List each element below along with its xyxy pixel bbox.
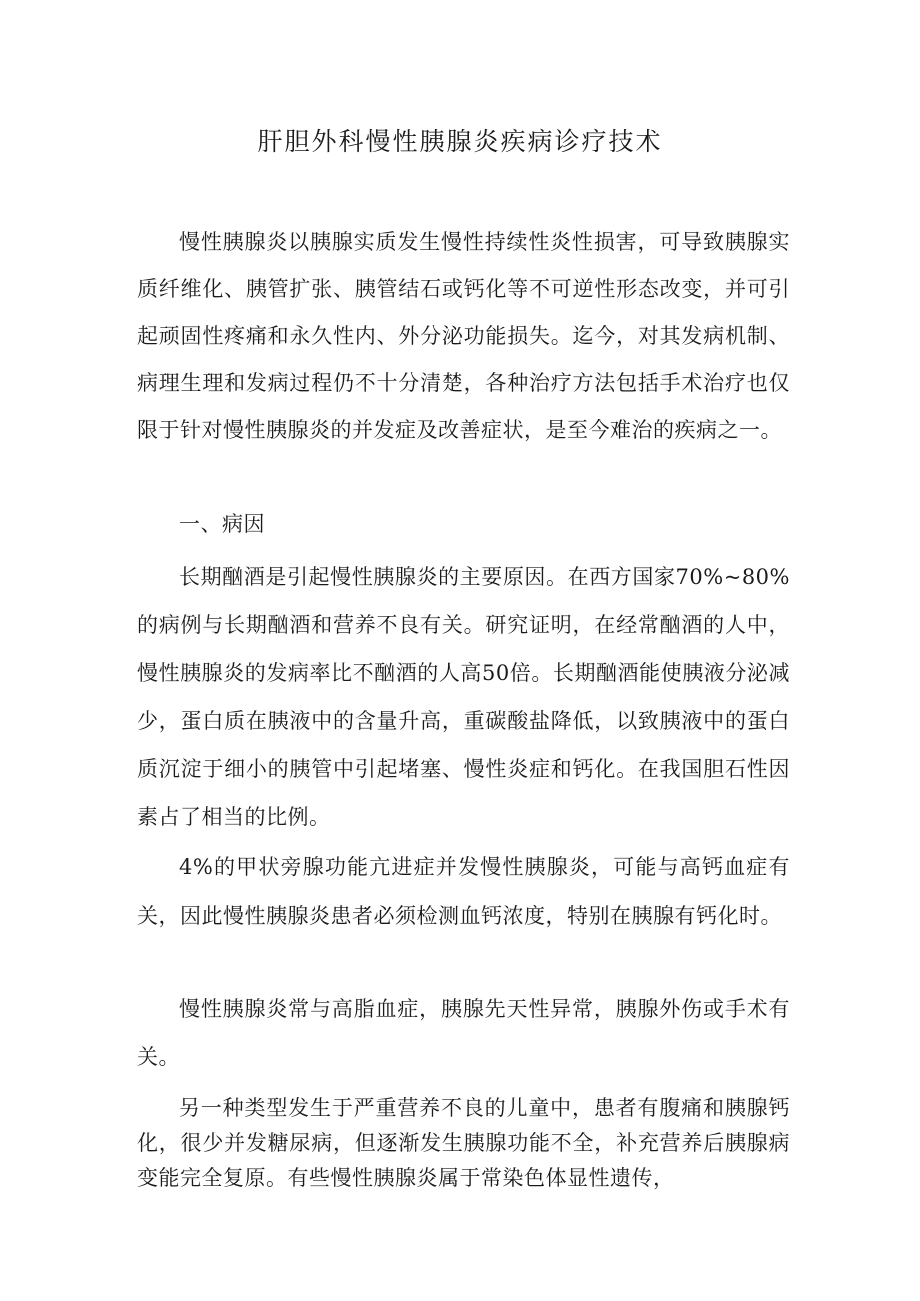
paragraph-hyperlipidemia: 慢性胰腺炎常与高脂血症，胰腺先天性异常，胰腺外伤或手术有关。 [137,997,790,1069]
section-heading-etiology: 一、病因 [179,512,265,536]
document-title: 肝胆外科慢性胰腺炎疾病诊疗技术 [257,127,663,156]
paragraph-overview: 慢性胰腺炎以胰腺实质发生慢性持续性炎性损害，可导致胰腺实质纤维化、胰管扩张、胰管结石或钙化等不可逆性形态改变，并可引起顽固性疼痛和永久性内、外分泌功能损失。迄今，对其发病机制、病理生理和发病过程仍不十分清楚，各种治疗方法包括手术治疗也仅限于针对慢性胰腺炎的并发症及改善症状，是至今难治的疾病之一。 [137,230,790,442]
paragraph-malnutrition: 另一种类型发生于严重营养不良的儿童中，患者有腹痛和胰腺钙化，很少并发糖尿病，但逐渐发生胰腺功能不全，补充营养后胰腺病变能完全复原。有些慢性胰腺炎属于常染色体显性遗传， [137,1096,790,1190]
paragraph-alcohol: 长期酗酒是引起慢性胰腺炎的主要原因。在西方国家70%~80%的病例与长期酗酒和营养不良有关。研究证明，在经常酗酒的人中，慢性胰腺炎的发病率比不酗酒的人高50倍。长期酗酒能使胰液分泌减少，蛋白质在胰液中的含量升高，重碳酸盐降低，以致胰液中的蛋白质沉淀于细小的胰管中引起堵塞、慢性炎症和钙化。在我国胆石性因素占了相当的比例。 [137,565,790,829]
paragraph-hyperparathyroidism: 4%的甲状旁腺功能亢进症并发慢性胰腺炎，可能与高钙血症有关，因此慢性胰腺炎患者必须检测血钙浓度，特别在胰腺有钙化时。 [137,855,790,928]
